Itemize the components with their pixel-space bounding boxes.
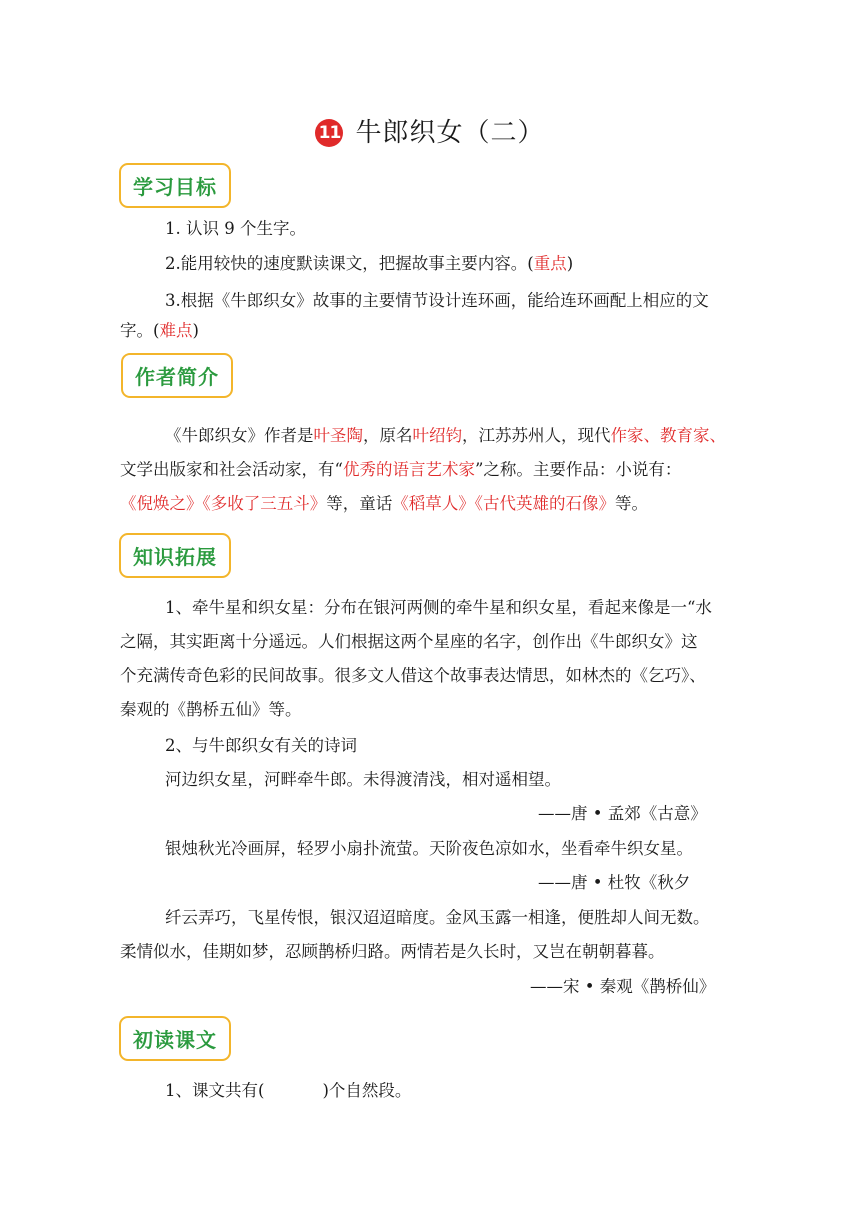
lesson-number-badge: 11 <box>315 119 343 147</box>
section-heading-reading: 初读课文 <box>119 1016 231 1061</box>
section-heading-knowledge: 知识拓展 <box>119 533 231 578</box>
author-novels: 《倪焕之》《多收了三五斗》 <box>120 494 327 513</box>
goal-3-line2 <box>120 317 199 341</box>
knowledge-p1-line3: 个充满传奇色彩的民间故事。很多文人借这个故事表达情思，如林杰的《乞巧》、 <box>120 666 706 685</box>
knowledge-p1-line2: 之隔，其实距离十分遥远。人们根据这两个星座的名字，创作出《牛郎织女》这 <box>120 632 698 651</box>
author-fairy-tales: 《稻草人》《古代英雄的石像》 <box>392 494 615 513</box>
question-1-text-b: )个自然段。 <box>322 1081 412 1100</box>
goal-1: 1. 认识 9 个生字。 <box>165 219 306 238</box>
author-text-3a: 等，童话 <box>326 494 393 513</box>
poem-1-attribution: ——唐 • 孟郊《古意》 <box>538 804 707 823</box>
poem-3-line2: 柔情似水，佳期如梦，忍顾鹊桥归路。两情若是久长时，又岂在朝朝暮暮。 <box>120 942 665 961</box>
author-line-3 <box>120 490 648 514</box>
goal-3-text: 字。( <box>120 321 160 340</box>
page-title <box>0 112 860 149</box>
author-text-1b: ，原名 <box>363 426 413 445</box>
poem-1: 河边织女星，河畔牵牛郎。未得渡清浅，相对遥相望。 <box>165 770 561 789</box>
goal-3-key: 难点 <box>159 321 193 340</box>
knowledge-p1-line4: 秦观的《鹊桥五仙》等。 <box>120 700 302 719</box>
author-text-2b: ”之称。主要作品：小说有： <box>474 460 682 479</box>
author-honor: 优秀的语言艺术家 <box>342 460 475 479</box>
title-text: 牛郎织女（二） <box>355 118 545 148</box>
section-heading-author: 作者简介 <box>121 353 233 398</box>
goal-3-close: ) <box>192 321 199 340</box>
author-text-3b: 等。 <box>615 494 648 513</box>
author-text-1a: 《牛郎织女》作者是 <box>165 426 314 445</box>
author-original-name: 叶绍钧 <box>412 426 462 445</box>
goal-2-text: 2.能用较快的速度默读课文，把握故事主要内容。( <box>165 254 534 273</box>
goal-3-line1: 3.根据《牛郎织女》故事的主要情节设计连环画，能给连环画配上相应的文 <box>165 291 709 310</box>
goal-2 <box>165 250 573 274</box>
goal-2-close: ) <box>566 254 574 273</box>
goal-2-key: 重点 <box>533 254 567 273</box>
reading-question-1 <box>165 1077 411 1101</box>
author-name: 叶圣陶 <box>313 426 363 445</box>
author-text-2a: 文学出版家和社会活动家，有“ <box>120 460 343 479</box>
poem-3-attribution: ——宋 • 秦观《鹊桥仙》 <box>530 977 716 996</box>
poem-3-line1: 纤云弄巧，飞星传恨，银汉迢迢暗度。金风玉露一相逢，便胜却人间无数。 <box>165 908 710 927</box>
poem-2: 银烛秋光冷画屏，轻罗小扇扑流萤。天阶夜色凉如水，坐看牵牛织女星。 <box>165 839 693 858</box>
author-text-1c: ，江苏苏州人，现代 <box>462 426 611 445</box>
author-roles: 作家、教育家、 <box>610 426 726 445</box>
author-line-2 <box>120 456 681 480</box>
question-1-text-a: 1、课文共有( <box>165 1081 265 1100</box>
knowledge-p2: 2、与牛郎织女有关的诗词 <box>165 736 357 755</box>
section-heading-goals: 学习目标 <box>119 163 231 208</box>
knowledge-p1-line1: 1、牵牛星和织女星：分布在银河两侧的牵牛星和织女星，看起来像是一“水 <box>165 598 712 617</box>
author-line-1 <box>165 422 726 446</box>
poem-2-attribution: ——唐 • 杜牧《秋夕 <box>538 873 691 892</box>
